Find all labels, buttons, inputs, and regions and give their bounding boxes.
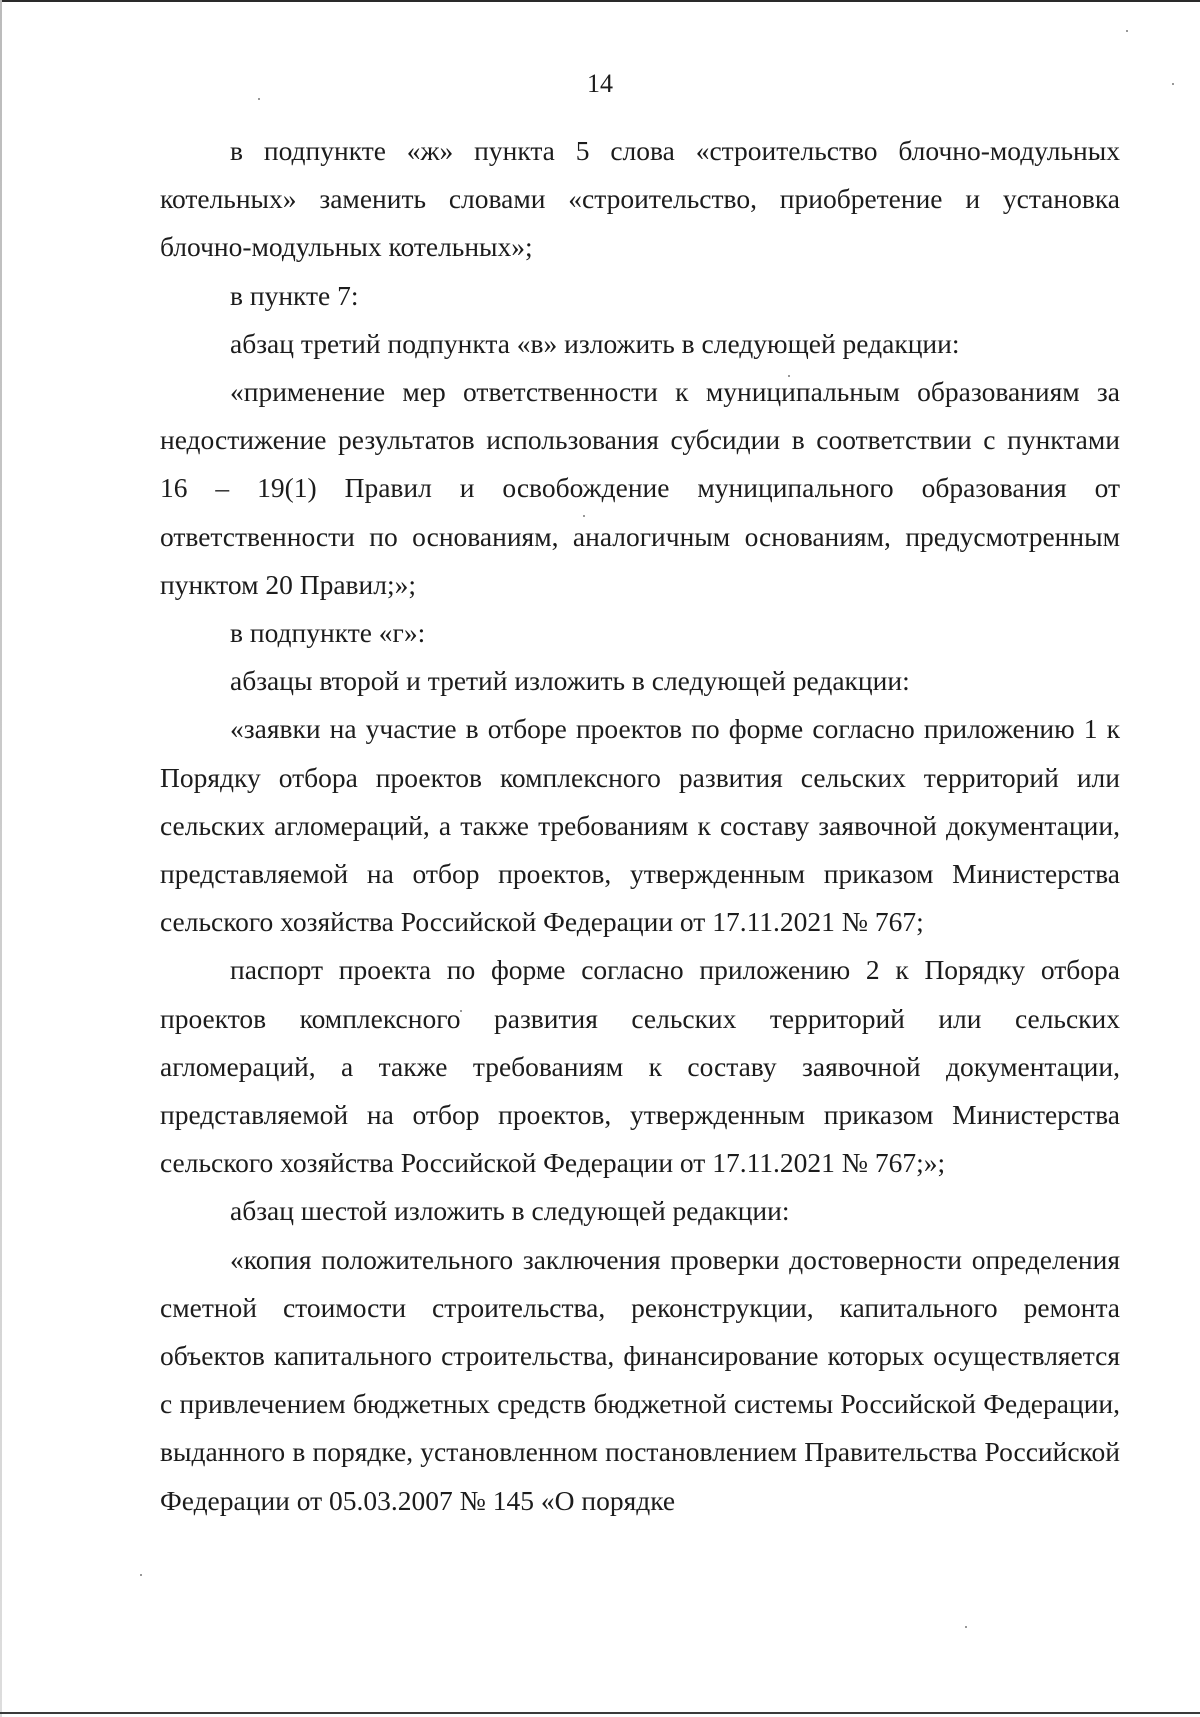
paragraph: абзацы второй и третий изложить в следующей редакции:	[230, 665, 910, 697]
paragraph: «заявки на участие в отборе проектов по форме согласно приложению 1 к Порядку отбора проектов комплексного развития сельских территорий или сельских агломераций, а также требованиям к составу заявочной документации, представляемой на отбор проектов, утвержденным приказом Министерства сельского хозяйства Российской Федерации от 17.11.2021 № 767;	[160, 713, 1120, 938]
paragraph: паспорт проекта по форме согласно приложению 2 к Порядку отбора проектов комплексного развития сельских территорий или сельских агломераций, а также требованиям к составу заявочной документации, представляемой на отбор проектов, утвержденным приказом Министерства сельского хозяйства Российской Федерации от 17.11.2021 № 767;»;	[160, 954, 1120, 1179]
paragraph: «применение мер ответственности к муниципальным образованиям за недостижение результатов использования субсидии в соответствии с пунктами 16 – 19(1) Правил и освобождение муниципального образования от ответственности по основаниям, аналогичным основаниям, предусмотренным пунктом 20 Правил;»;	[160, 376, 1120, 600]
paragraph: в подпункте «г»:	[230, 617, 426, 649]
paragraph: «копия положительного заключения проверки достоверности определения сметной стоимости строительства, реконструкции, капитального ремонта объектов капитального строительства, финансирование которых осуществляется с привлечением бюджетных средств бюджетной системы Российской Федерации, выданного в порядке, установленном постановлением Правительства Российской Федерации от 05.03.2007 № 145 «О порядке	[160, 1243, 1120, 1516]
scan-speck	[1126, 30, 1128, 32]
scan-left-edge	[0, 0, 2, 1717]
paragraph: абзац третий подпункта «в» изложить в следующей редакции:	[230, 327, 960, 359]
scan-top-border	[0, 0, 1200, 2]
scan-speck	[140, 1574, 142, 1576]
scan-bottom-border	[0, 1712, 1200, 1714]
page-number: 14	[587, 69, 613, 98]
paragraph: в подпункте «ж» пункта 5 слова «строительство блочно-модульных котельных» заменить словами «строительство, приобретение и установка блочно-модульных котельных»;	[160, 135, 1120, 263]
paragraph: в пункте 7:	[230, 279, 359, 311]
scan-speck	[965, 1626, 967, 1628]
document-body	[160, 127, 1120, 1525]
paragraph: абзац шестой изложить в следующей редакции:	[230, 1195, 790, 1227]
